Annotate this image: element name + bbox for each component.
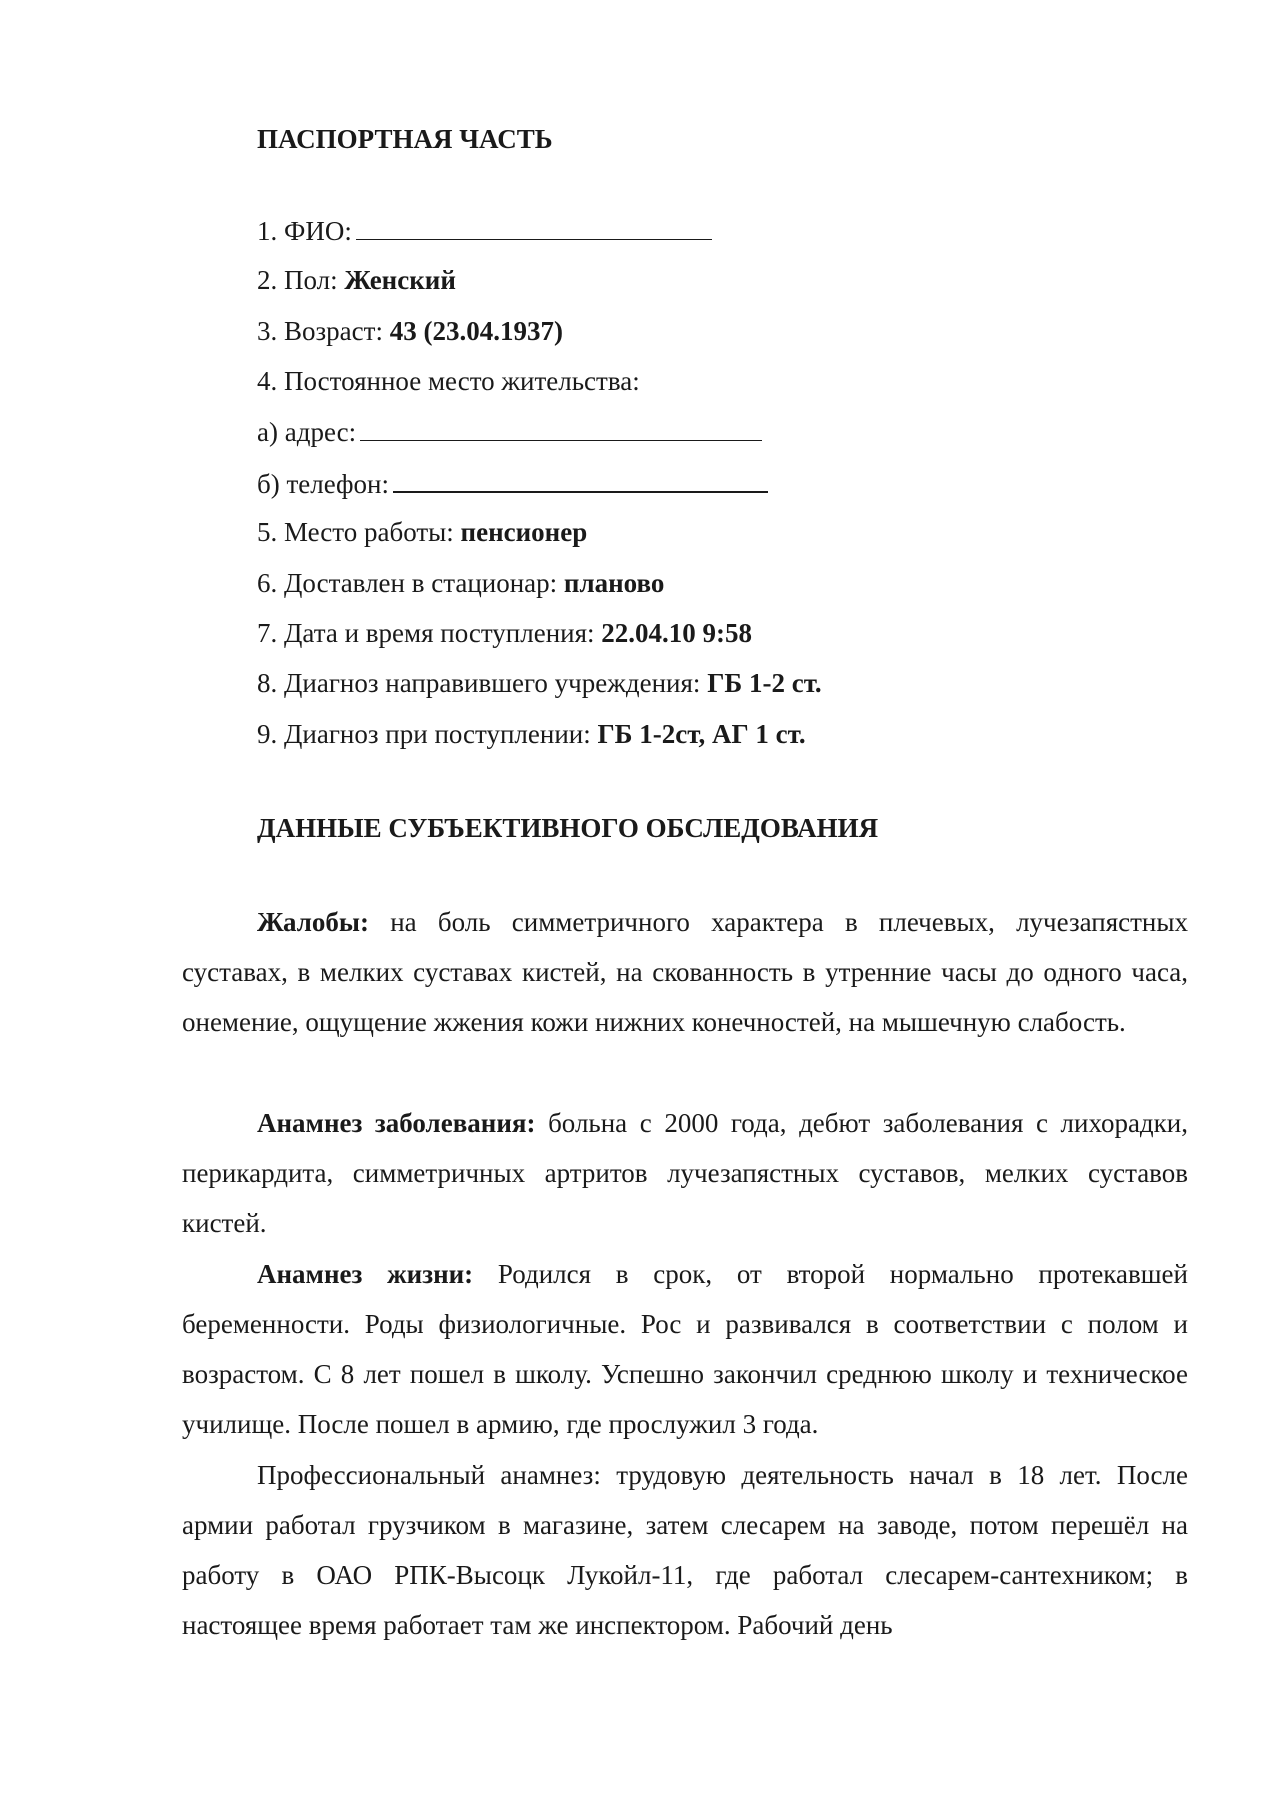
- professional-history-text: Профессиональный анамнез: трудовую деятельность начал в 18 лет. После армии работал грузчиком в магазине, затем слесарем на заводе, потом перешёл на работу в ОАО РПК-Высоцк Лукойл-11, где работал слесарем-сантехником; в настоящее время работает там же инспектором. Рабочий день: [182, 1460, 1188, 1640]
- referral-diagnosis-label: 8. Диагноз направившего учреждения:: [257, 668, 701, 698]
- address-blank: [360, 418, 762, 441]
- sex-label: 2. Пол:: [257, 265, 338, 295]
- life-history-label: Анамнез жизни:: [257, 1259, 474, 1289]
- age-line: [257, 318, 563, 345]
- phone-label: б) телефон:: [257, 469, 389, 499]
- subjective-section-title: ДАННЫЕ СУБЪЕКТИВНОГО ОБСЛЕДОВАНИЯ: [257, 813, 879, 843]
- fio-blank: [356, 217, 712, 240]
- passport-section-title: ПАСПОРТНАЯ ЧАСТЬ: [257, 124, 553, 154]
- phone-blank: [393, 469, 768, 493]
- delivered-label: 6. Доставлен в стационар:: [257, 568, 558, 598]
- age-value: 43 (23.04.1937): [389, 316, 563, 346]
- complaints-text: на боль симметричного характера в плечевых, лучезапястных суставах, в мелких суставах кистей, на скованность в утренние часы до одного часа, онемение, ощущение жжения кожи нижних конечностей, на мышечную слабость.: [182, 907, 1188, 1037]
- address-label: а) адрес:: [257, 417, 357, 447]
- sex-value: Женский: [344, 265, 456, 295]
- life-history-paragraph: [182, 1249, 1188, 1449]
- fio-label: 1. ФИО:: [257, 216, 352, 246]
- disease-history-paragraph: [182, 1098, 1188, 1248]
- disease-history-label: Анамнез заболевания:: [257, 1108, 536, 1138]
- sex-line: [257, 267, 456, 294]
- residence-label: 4. Постоянное место жительства:: [257, 366, 640, 396]
- admission-line: [257, 620, 752, 647]
- fio-line: [257, 217, 712, 245]
- admission-diagnosis-value: ГБ 1-2ст, АГ 1 ст.: [597, 719, 806, 749]
- admission-label: 7. Дата и время поступления:: [257, 618, 595, 648]
- professional-history-paragraph: [182, 1450, 1188, 1650]
- age-label: 3. Возраст:: [257, 316, 383, 346]
- address-line: [257, 418, 762, 446]
- life-history-text: Родился в срок, от второй нормально протекавшей беременности. Роды физиологичные. Рос и развивался в соответствии с полом и возрастом. С 8 лет пошел в школу. Успешно закончил среднюю школу и техническое училище. После пошел в армию, где прослужил 3 года.: [182, 1259, 1188, 1439]
- referral-diagnosis-value: ГБ 1-2 ст.: [707, 668, 822, 698]
- complaints-paragraph: [182, 897, 1188, 1047]
- phone-line: [257, 469, 768, 498]
- delivered-line: [257, 570, 664, 597]
- work-value: пенсионер: [460, 517, 588, 547]
- complaints-label: Жалобы:: [257, 907, 369, 937]
- admission-diagnosis-line: [257, 721, 806, 748]
- referral-diagnosis-line: [257, 670, 822, 697]
- work-label: 5. Место работы:: [257, 517, 454, 547]
- residence-line: [257, 368, 640, 395]
- admission-diagnosis-label: 9. Диагноз при поступлении:: [257, 719, 591, 749]
- admission-value: 22.04.10 9:58: [601, 618, 753, 648]
- work-line: [257, 519, 587, 546]
- disease-history-text: больна с 2000 года, дебют заболевания с лихорадки, перикардита, симметричных артритов лучезапястных суставов, мелких суставов кистей.: [182, 1108, 1188, 1238]
- delivered-value: планово: [563, 568, 665, 598]
